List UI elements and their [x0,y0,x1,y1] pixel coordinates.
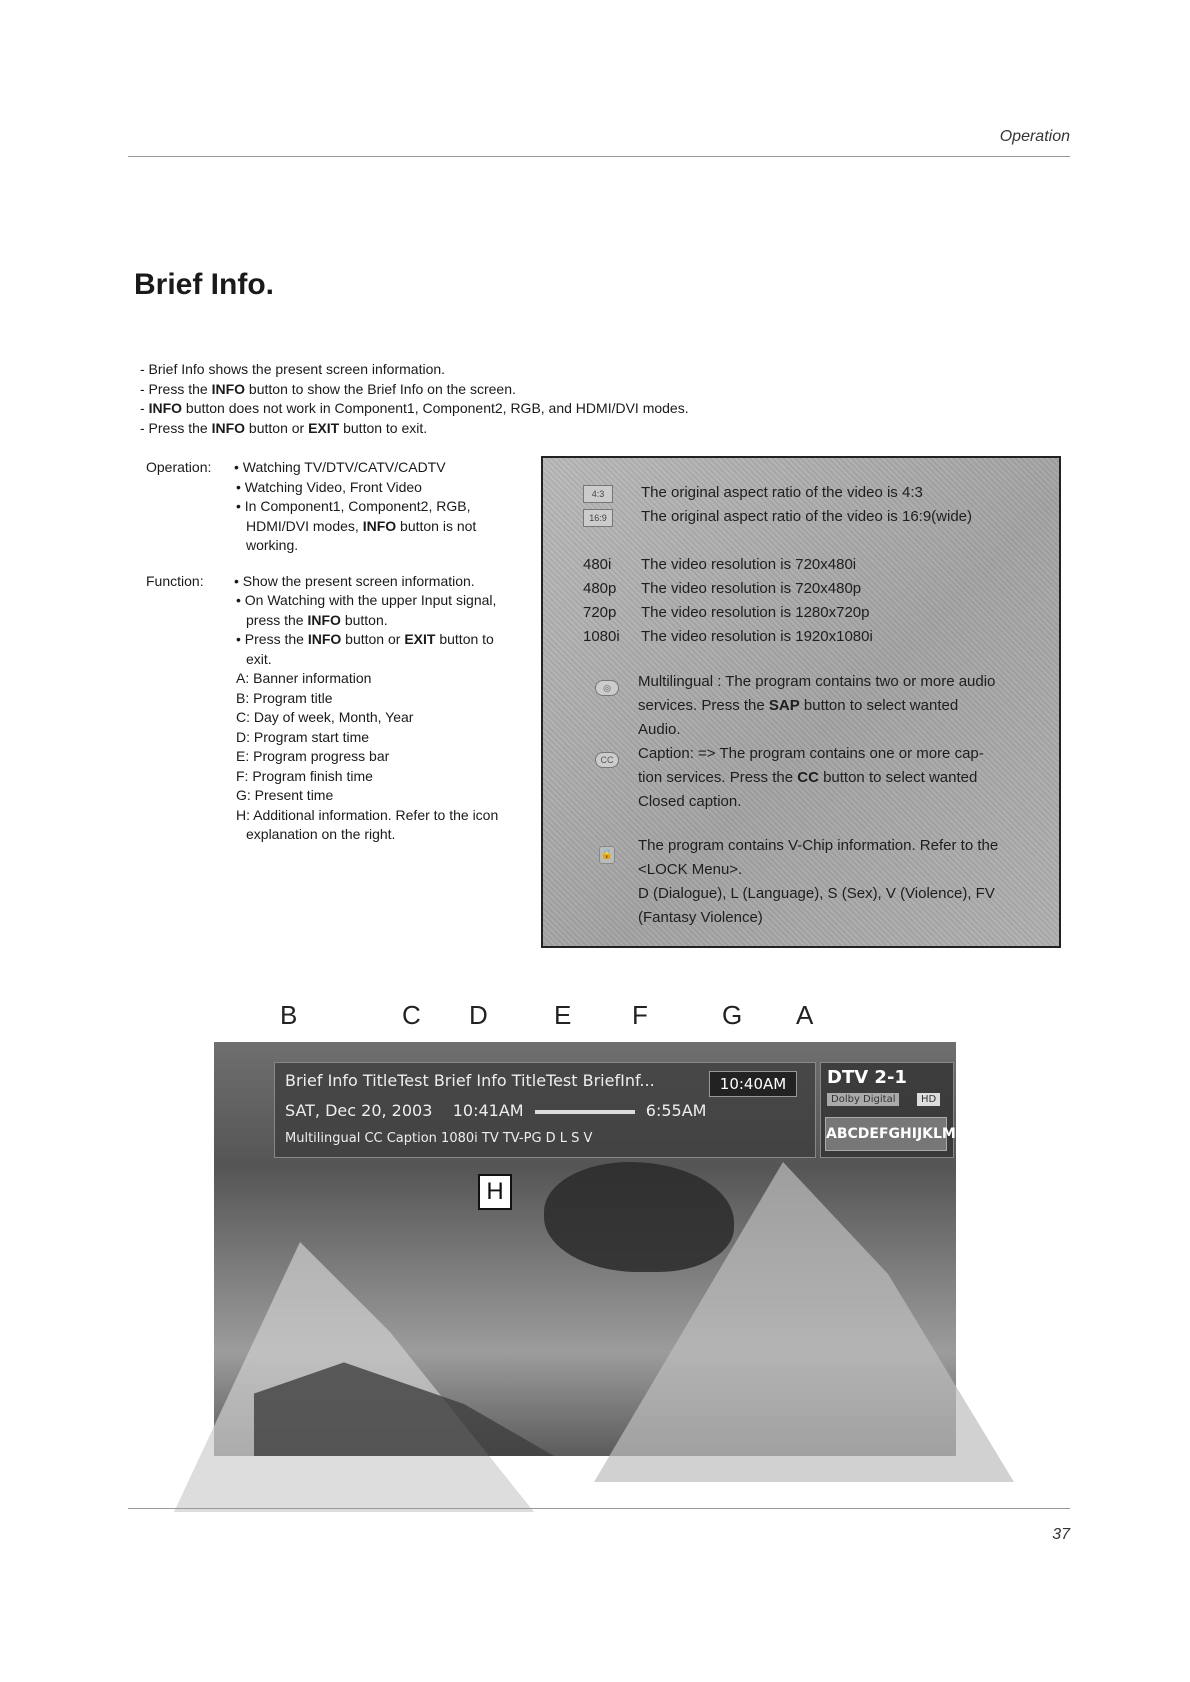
legend-item: F: Program finish time [236,767,373,784]
section-header: Operation [999,128,1070,145]
legend-item: D: Program start time [236,728,370,745]
multilingual-icon: ◎ [595,680,619,696]
program-finish-time: 6:55AM [645,1101,707,1120]
resolution-label: 1080i [583,628,620,645]
banner-main [274,1062,816,1158]
callout-e: E [554,1000,572,1030]
additional-info: Multilingual CC Caption 1080i TV TV-PG D L S V [285,1131,593,1146]
top-rule [128,156,1070,157]
function-item: • Press the INFO button or EXIT button to [236,631,494,647]
page-title: Brief Info. [134,268,274,301]
vchip-text: The program contains V-Chip information. Refer to the <LOCK Menu>. D (Dialogue), L (Language), S (Sex), V (Violence), FV (Fantasy Violence) [638,837,999,926]
intro-line: - Press the INFO button or EXIT button to exit. [140,419,428,436]
resolution-label: 480i [583,556,612,573]
aspect-4-3-icon: 4:3 [583,485,613,503]
intro-list [140,360,689,438]
operation-item: working. [246,537,299,553]
mountain-shape [174,1212,534,1512]
aspect-16-9-icon: 16:9 [583,509,613,527]
usage-section [146,458,526,845]
callout-c: C [402,1000,421,1030]
function-item: • On Watching with the upper Input signal, [236,592,497,608]
program-date: SAT, Dec 20, 2003 [285,1101,433,1120]
resolution-text: The video resolution is 1280x720p [641,604,870,621]
resolution-label: 720p [583,604,617,621]
intro-line: - Brief Info shows the present screen information. [140,361,446,377]
function-item: press the INFO button. [246,611,388,628]
hd-badge: HD [917,1093,940,1106]
ticker-text: ABCDEFGHIJKLM... [825,1117,947,1151]
legend-item: B: Program title [236,689,333,706]
legend-item: explanation on the right. [246,826,396,842]
intro-line: - Press the INFO button to show the Brief Info on the screen. [140,380,516,397]
program-start-time: 10:41AM [452,1101,524,1120]
lock-icon: 🔒 [599,846,615,864]
operation-item: • Watching Video, Front Video [236,478,422,495]
legend-item: G: Present time [236,787,334,803]
callout-g: G [722,1000,743,1030]
resolution-text: The video resolution is 720x480p [641,580,862,597]
function-item: • Show the present screen information. [234,572,475,589]
multilingual-text: Multilingual : The program contains two or more audio services. Press the SAP button to select wanted Audio. [638,673,996,738]
program-progress-bar [535,1110,635,1114]
icon-explanation-panel [541,456,1061,948]
callout-a: A [796,1000,814,1030]
program-title: Brief Info TitleTest Brief Info TitleTest BriefInf... [285,1071,655,1090]
callout-f: F [632,1000,648,1030]
intro-line: - INFO button does not work in Component1, Component2, RGB, and HDMI/DVI modes. [140,400,689,416]
present-time: 10:40AM [709,1071,797,1097]
helicopter-shape [544,1162,734,1272]
resolution-text: The video resolution is 720x480i [641,556,857,573]
function-label: Function: [146,572,204,589]
tv-screenshot [214,1042,972,1456]
aspect-text: The original aspect ratio of the video is 16:9(wide) [641,508,973,525]
caption-icon: CC [595,752,619,768]
caption-text: Caption: => The program contains one or more cap- tion services. Press the CC button to select wanted Closed caption. [638,745,984,810]
aspect-text: The original aspect ratio of the video is 4:3 [641,484,923,501]
callout-b: B [280,1000,298,1030]
legend-item: E: Program progress bar [236,748,390,764]
channel-info [820,1062,972,1158]
page-number: 37 [1052,1526,1070,1543]
function-item: exit. [246,650,272,667]
bottom-rule [128,1508,1070,1509]
legend-item: C: Day of week, Month, Year [236,709,414,725]
operation-label: Operation: [146,459,212,475]
operation-item: • Watching TV/DTV/CATV/CADTV [234,459,446,475]
callout-d: D [469,1000,488,1030]
brief-info-banner [274,1062,972,1162]
callout-h: H [478,1174,512,1210]
program-time-line [285,1101,706,1120]
resolution-label: 480p [583,580,617,597]
legend-item: A: Banner information [236,670,372,686]
dolby-digital-badge: Dolby Digital [827,1093,899,1106]
operation-item: • In Component1, Component2, RGB, [236,498,471,514]
resolution-text: The video resolution is 1920x1080i [641,628,873,645]
legend-item: H: Additional information. Refer to the icon [236,806,499,823]
operation-item: HDMI/DVI modes, INFO button is not [246,517,477,534]
channel-number: DTV 2-1 [827,1067,907,1088]
